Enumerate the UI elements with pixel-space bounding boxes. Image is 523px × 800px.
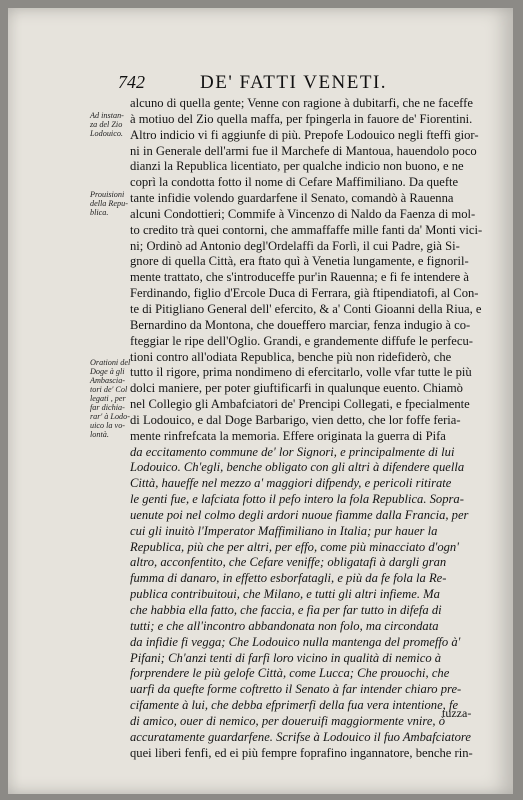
text-line: alcuno di quella gente; Venne con ragione à dubitarfi, che ne faceffe — [130, 96, 473, 110]
text-line: coprì la condotta fotto il nome di Cefare Maffimiliano. Da quefte — [130, 175, 459, 190]
text-line: che habbia ella fatto, che faccia, e fia per far tutto in difefa di — [130, 603, 442, 617]
margin-note-line: za del Zio — [90, 120, 123, 129]
margin-note-line: blica. — [90, 208, 109, 217]
text-line: ni in Generale dell'armi fue il Marchefe di Mantoua, hauendolo poco — [130, 143, 477, 158]
margin-note-line: Orationi del — [90, 358, 131, 367]
text-line: accuratamente guardarfene. Scrifse à Lodouico il fuo Ambafciatore — [130, 729, 471, 744]
margin-note-line: Ambascia- — [90, 376, 126, 385]
page-number: 742 — [118, 72, 145, 92]
margin-note-line: Doge à gli — [90, 367, 125, 376]
text-line: da eccitamento commune de' lor Signori, e principalmente di lui — [130, 444, 455, 459]
text-line: te di Pitigliano General dell' efercito, & a' Conti Gioanni della Riua, e — [130, 301, 482, 316]
text-line: fteggiar le ripe dell'Oglio. Grandi, e grandemente diffufe le perfecu- — [130, 333, 473, 348]
text-line: di Lodouico, e dal Doge Barbarigo, vien detto, che lor foffe feria- — [130, 412, 461, 427]
book-page — [8, 8, 513, 794]
text-line: Città, haueffe nel mezzo a' maggiori difpendy, e pericoli ritirate — [130, 476, 452, 491]
text-line: uarfi da quefte forme coftretto il Senato à far intender chiaro pre- — [130, 682, 462, 697]
text-line: to credito trà quei contorni, che ammaffaffe mille fanti da' Monti vici- — [130, 222, 483, 237]
text-line: tutto il rigore, prima nondimeno di efercitarlo, volle vfar tutte le più — [130, 365, 472, 380]
text-line: uenute poi nel colmo degli ardori nuoue fiamme dalla Francia, per — [130, 507, 469, 522]
text-line: publica contribuitoui, che Milano, e tutti gli altri infieme. Ma — [130, 587, 440, 602]
margin-note-line: tori de' Col — [90, 385, 128, 394]
margin-note — [90, 111, 128, 138]
margin-note-line: legati , per — [90, 394, 126, 403]
text-line: quei liberi fenfi, ed ei più fempre foprafino ingannatore, benche rin- — [130, 745, 473, 760]
text-line: dianzi la Republica licentiato, per qualche indicio non buono, e ne — [130, 159, 464, 174]
text-line: tutti; e che all'incontro abbandonata non folo, ma circondata — [130, 618, 439, 633]
page-header — [118, 70, 438, 94]
text-line: da infidie fi vegga; Che Lodouico nulla mantenga del promeffo à' — [130, 634, 461, 649]
margin-note-line: Lodouico. — [90, 129, 123, 138]
margin-note-line: far dichia- — [90, 403, 125, 412]
margin-note-line: rar' à Lodo- — [90, 412, 130, 421]
text-line: Pifani; Ch'anzi tenti di farfi loro vicino in qualità di nemico à — [130, 650, 442, 665]
text-line: gnore di quella Città, era ftato quì à Venetia lungamente, e fignoril- — [130, 254, 469, 269]
text-line: Altro indicio vi fi aggiunfe di più. Prepofe Lodouico negli fteffi gior- — [130, 127, 479, 142]
text-line: Bernardino da Montona, che doueffero marciar, fenza indugio à co- — [130, 317, 471, 332]
text-line: di amico, ouer di nemico, per doueruifi maggiormente vnire, ò — [130, 713, 446, 728]
catchword: tuzza- — [442, 706, 472, 720]
text-line: alcuni Condottieri; Commife à Vincenzo di Naldo da Faenza di mol- — [130, 206, 476, 221]
text-line: forprendere le più gelofe Città, come Lucca; Che prouochi, che — [130, 666, 450, 681]
text-line: fumma di danaro, in effetto esborfatagli, e più da fe fola la Re- — [130, 571, 447, 586]
text-line: ni; Ordinò ad Antonio degl'Ordelaffi da Forlì, il cui Padre, già Si- — [130, 238, 460, 253]
text-line: mente rinfrefcata la memoria. Effere originata la guerra di Pifa — [130, 428, 446, 443]
text-line: mente trattato, che s'introduceffe pur'in Rauenna; e fi fe intendere à — [130, 270, 469, 285]
margin-note-line: uico la vo- — [90, 421, 126, 430]
text-line: nel Collegio gli Ambafciatori de' Prencipi Collegati, e fpecialmente — [130, 397, 470, 412]
text-line: à motiuo del Zio quella maffa, per fpingerla in fauore de' Fiorentini. — [130, 111, 473, 126]
text-line: Lodouico. Ch'egli, benche obligato con gli altri à difendere quella — [130, 460, 465, 475]
text-line: cifamente à lui, che debba efprimerfi della fua vera intentione, fe — [130, 698, 459, 713]
margin-note-line: della Repu- — [90, 199, 128, 208]
text-line: tioni contro all'odiata Republica, benche più non ridefiderò, che — [130, 349, 452, 364]
body-text — [130, 96, 502, 761]
text-line: Ferdinando, figlio d'Ercole Duca di Ferrara, già ftipendiatofi, al Con- — [130, 286, 479, 301]
margin-note-line: Ad instan- — [90, 111, 124, 120]
text-line: altro, acconfentito, che Cefare veniffe; obligatafi à dargli gran — [130, 555, 447, 570]
text-line: tante infidie volendo guardarfene il Senato, comandò à Rauenna — [130, 191, 454, 206]
text-line: cui gli inuitò l'Imperator Maffimiliano in Italia; pur hauer la — [130, 523, 438, 538]
text-line: dolci maniere, per poter giuftificarfi in qualunque euento. Chiamò — [130, 381, 463, 396]
text-line: le genti fue, e lafciata fotto il pefo intero la fola Republica. Sopra- — [130, 492, 464, 507]
running-title: DE' FATTI VENETI. — [200, 72, 388, 93]
text-line: Republica, più che per altri, per effo, come più minacciato d'ogn' — [130, 539, 459, 554]
margin-note — [90, 190, 128, 217]
margin-note-line: lontà. — [90, 430, 109, 439]
margin-note — [90, 358, 131, 439]
margin-note-line: Prouisioni — [90, 190, 125, 199]
